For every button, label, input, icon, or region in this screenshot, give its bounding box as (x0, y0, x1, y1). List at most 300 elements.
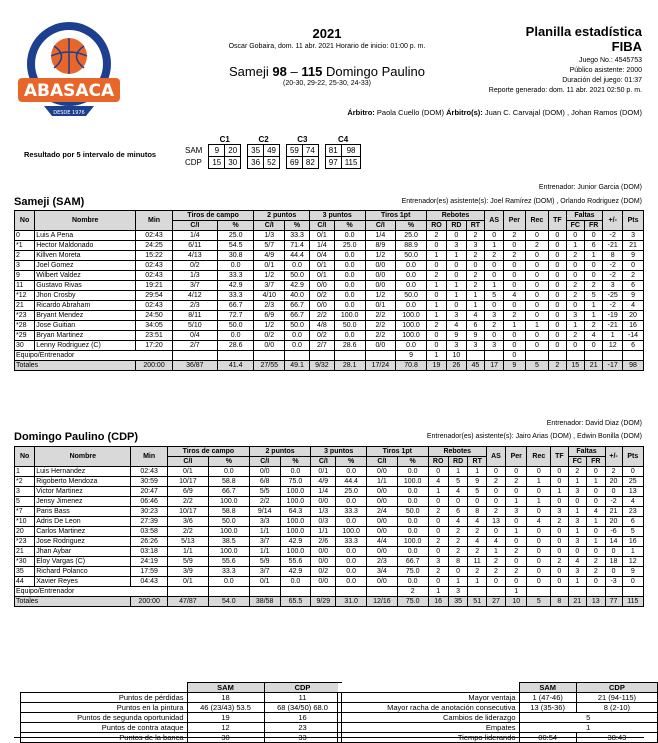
summary-header-row (338, 683, 658, 693)
totals-stat: 75.0 (397, 597, 428, 607)
player-stat: 0 (587, 497, 606, 507)
player-stat: 6/8 (249, 477, 280, 487)
player-number: 20 (15, 527, 35, 537)
player-stat: 0 (584, 231, 602, 241)
player-stat: 0 (551, 527, 568, 537)
referees-label: Árbitro(s): (446, 108, 483, 117)
player-stat: 3 (566, 311, 584, 321)
column-header-reb: Rebotes (428, 447, 486, 457)
team-row-stat (311, 587, 336, 597)
player-name: Jose Guitian (35, 321, 136, 331)
player-stat: 3/9 (167, 567, 208, 577)
player-stat: 2 (506, 547, 527, 557)
summary-value: 18 (187, 693, 264, 703)
player-stat: 0/0 (254, 341, 285, 351)
player-stat: 3/6 (167, 517, 208, 527)
player-name: Richard Polanco (35, 567, 131, 577)
player-stat: 0 (504, 241, 525, 251)
player-stat: 19:21 (136, 281, 173, 291)
player-stat: -3 (605, 577, 622, 587)
player-stat: 0 (551, 497, 568, 507)
totals-stat: 12/16 (367, 597, 398, 607)
report-generated: Reporte generado: dom. 11 abr. 2021 02:50 p. m. (488, 87, 642, 94)
summary-value: 23 (264, 723, 341, 733)
column-header-pts: Pts (622, 447, 643, 467)
player-stat: 2 (486, 477, 505, 487)
player-stat: 2 (466, 281, 484, 291)
column-subheader-pct: % (396, 221, 427, 231)
player-stat: 9 (622, 567, 643, 577)
column-header-p3: 3 puntos (311, 447, 367, 457)
player-name: Ricardo Abraham (35, 301, 136, 311)
player-name: Jhan Aybar (35, 547, 131, 557)
player-stat: 0 (486, 497, 505, 507)
player-stat: 3 (447, 241, 467, 251)
player-stat: 100.0 (397, 537, 428, 547)
player-number: *23 (15, 537, 35, 547)
player-stat: 3 (466, 241, 484, 251)
header-row (15, 447, 644, 457)
player-stat: 0 (566, 271, 584, 281)
player-stat: 5 (622, 527, 643, 537)
player-stat: 0 (587, 467, 606, 477)
totals-stat: 5 (525, 361, 549, 371)
player-stat: 0 (504, 331, 525, 341)
player-stat: 100.0 (336, 527, 367, 537)
summary-label: Puntos de contra ataque (21, 723, 188, 733)
player-stat: 2 (485, 321, 504, 331)
player-stat: 0 (527, 567, 551, 577)
player-stat: 0 (527, 487, 551, 497)
logo-sub: DESDE 1976 (53, 110, 85, 116)
player-stat: 1 (584, 251, 602, 261)
player-stat: 1/2 (254, 321, 285, 331)
player-stat: 3 (466, 341, 484, 351)
column-subheader-ci: C/I (254, 221, 285, 231)
column-subheader-fc: FC (566, 221, 584, 231)
totals-stat: 15 (566, 361, 584, 371)
player-stat: 10/17 (167, 477, 208, 487)
team-row-stat (365, 351, 396, 361)
season-year: 2021 (312, 26, 342, 41)
player-stat: -14 (623, 331, 644, 341)
column-header-fouls: Faltas (566, 211, 603, 221)
team-row-stat (587, 587, 606, 597)
column-header-name: Nombre (35, 211, 136, 231)
player-stat: 4/9 (311, 477, 336, 487)
player-stat: 0.0 (285, 261, 310, 271)
player-stat: 0 (551, 537, 568, 547)
player-stat: 0/1 (249, 577, 280, 587)
player-name: Luis A Pena (35, 231, 136, 241)
player-stat: 55.6 (280, 557, 311, 567)
player-stat: 42.9 (280, 537, 311, 547)
totals-stat: 10 (506, 597, 527, 607)
player-stat: 8 (603, 251, 623, 261)
player-stat: 66.7 (217, 301, 254, 311)
player-stat: 64.3 (280, 507, 311, 517)
totals-stat: 13 (587, 597, 606, 607)
player-stat: 0 (549, 341, 566, 351)
player-row (15, 487, 644, 497)
totals-stat: 47/87 (167, 597, 208, 607)
column-subheader-fc: FC (568, 457, 587, 467)
player-stat: 1/3 (254, 231, 285, 241)
away-score: 115 (301, 64, 323, 79)
player-stat: 6 (584, 241, 602, 251)
summary-value: 30 (187, 733, 264, 743)
player-stat: 2/6 (311, 537, 336, 547)
totals-stat: 200:00 (131, 597, 168, 607)
summary-header (338, 683, 520, 693)
player-stat: 100.0 (208, 547, 249, 557)
final-score (212, 64, 442, 79)
player-stat: 3/7 (249, 567, 280, 577)
player-stat: 0.0 (334, 301, 365, 311)
player-stat: 0.0 (336, 467, 367, 477)
player-stat: 0 (525, 301, 549, 311)
player-stat: 0/0 (365, 281, 396, 291)
column-subheader-ci: C/I (249, 457, 280, 467)
player-stat: 0/1 (254, 261, 285, 271)
player-name: Jensy Jimenez (35, 497, 131, 507)
player-stat: 1 (568, 577, 587, 587)
player-stat: 30:23 (131, 507, 168, 517)
column-subheader-rt: RT (468, 457, 487, 467)
player-stat: 4 (466, 311, 484, 321)
summary-header-row (21, 683, 342, 693)
player-stat: 0/0 (311, 547, 336, 557)
column-subheader-pct: % (208, 457, 249, 467)
player-stat: 0 (506, 577, 527, 587)
player-stat: 0.0 (334, 331, 365, 341)
player-stat: 55.6 (208, 557, 249, 567)
player-stat: 2/3 (367, 557, 398, 567)
interval-header: C3 (297, 134, 308, 144)
player-stat: 2 (506, 567, 527, 577)
player-stat: 0 (426, 341, 446, 351)
player-name: Carlos Martinez (35, 527, 131, 537)
player-stat: 6/9 (167, 487, 208, 497)
summary-label: Mayor racha de anotación consecutiva (338, 703, 520, 713)
player-stat: 0 (605, 547, 622, 557)
totals-stat: 9/32 (309, 361, 334, 371)
player-stat: 1 (587, 517, 606, 527)
player-stat: 26:26 (131, 537, 168, 547)
player-stat: 4 (468, 517, 487, 527)
player-stat: 1 (551, 487, 568, 497)
totals-stat: 8 (551, 597, 568, 607)
player-stat: 0 (428, 547, 448, 557)
team-row-stat (167, 587, 208, 597)
team2-stats-table (14, 446, 644, 607)
player-stat: 06:46 (131, 497, 168, 507)
player-stat: 0 (527, 467, 551, 477)
player-name: Bryan Martinez (35, 331, 136, 341)
player-stat: 0 (525, 231, 549, 241)
summary-row (338, 703, 658, 713)
player-stat: -19 (603, 311, 623, 321)
player-stat: 0 (527, 507, 551, 517)
player-stat: 1 (566, 321, 584, 331)
player-name: Eloy Vargas (C) (35, 557, 131, 567)
player-stat: 0 (504, 261, 525, 271)
player-row (15, 477, 644, 487)
totals-stat: 41.4 (217, 361, 254, 371)
player-stat: 0 (587, 547, 606, 557)
player-stat: 11 (468, 557, 487, 567)
summary-header: CDP (576, 683, 657, 693)
player-stat: 0 (485, 261, 504, 271)
player-stat: 58.8 (208, 477, 249, 487)
team-row-stat: 10 (447, 351, 467, 361)
player-stat: 1 (506, 527, 527, 537)
column-subheader-pct: % (280, 457, 311, 467)
team-row-stat: 2 (397, 587, 428, 597)
player-number: 5 (15, 497, 35, 507)
player-name: Joel Gomez (35, 261, 136, 271)
player-stat: 72.7 (217, 311, 254, 321)
summary-value: 46 (23/43) 53.5 (187, 703, 264, 713)
player-stat: 50.0 (217, 321, 254, 331)
player-stat: 1/1 (311, 527, 336, 537)
totals-stat: 27 (486, 597, 505, 607)
team-row-stat (336, 587, 367, 597)
player-stat: 50.0 (334, 321, 365, 331)
player-stat: 88.9 (396, 241, 427, 251)
summary-row (21, 703, 342, 713)
player-stat: 9 (466, 331, 484, 341)
team1-coach: Entrenador: Junior Garcia (DOM) (538, 184, 642, 191)
summary-value: 1 (519, 723, 657, 733)
player-stat: 100.0 (280, 547, 311, 557)
column-header-ft: Tiros 1pt (365, 211, 426, 221)
player-stat: 0.0 (396, 281, 427, 291)
summary-label: Puntos de segunda oportunidad (21, 713, 188, 723)
summary-row (338, 713, 658, 723)
player-row (15, 251, 644, 261)
player-stat: 2 (504, 251, 525, 261)
player-stat: 25.0 (334, 241, 365, 251)
column-header-ft: Tiros 1pt (367, 447, 429, 457)
player-stat: 0 (566, 341, 584, 351)
totals-stat: 115 (622, 597, 643, 607)
player-stat: 66.7 (285, 311, 310, 321)
team2-coach: Entrenador: David Diaz (DOM) (546, 420, 642, 427)
player-stat: 2/3 (172, 301, 217, 311)
column-subheader-ci: C/I (367, 457, 398, 467)
player-stat: 2 (486, 557, 505, 567)
player-name: Killven Moreta (35, 251, 136, 261)
player-stat: 0 (549, 241, 566, 251)
player-stat: 0/0 (367, 577, 398, 587)
player-stat: 1/3 (172, 271, 217, 281)
player-stat: 0.0 (336, 567, 367, 577)
player-stat: 0.0 (280, 577, 311, 587)
team-row-stat (605, 587, 622, 597)
player-stat: 0/0 (367, 487, 398, 497)
player-stat: 0 (426, 291, 446, 301)
totals-stat: -17 (603, 361, 623, 371)
player-stat: 33.3 (217, 271, 254, 281)
player-stat: 0.0 (397, 577, 428, 587)
player-stat: 5/9 (249, 557, 280, 567)
player-stat: 4/8 (309, 321, 334, 331)
player-stat: 2 (468, 547, 487, 557)
team-row-stat (622, 587, 643, 597)
player-stat: 3 (623, 231, 644, 241)
player-stat: 2/2 (365, 321, 396, 331)
team-row-stat (549, 351, 566, 361)
player-stat: 24:19 (131, 557, 168, 567)
player-stat: 0 (447, 261, 467, 271)
player-stat: 2/2 (365, 311, 396, 321)
player-stat: 0 (506, 537, 527, 547)
player-stat: 2 (525, 241, 549, 251)
player-stat: 5 (448, 477, 468, 487)
interval-row: CDP 15 30 36 52 69 82 97 115 (182, 157, 361, 169)
player-name: Paris Bass (35, 507, 131, 517)
player-stat: 50.0 (285, 271, 310, 281)
team1-stats-table (14, 210, 644, 371)
player-stat: 100.0 (334, 311, 365, 321)
player-stat: -21 (603, 321, 623, 331)
player-row (15, 331, 644, 341)
summary-value: 8 (2-10) (576, 703, 657, 713)
team-row-stat (584, 351, 602, 361)
player-name: Xavier Reyes (35, 577, 131, 587)
player-stat: 1 (504, 321, 525, 331)
player-stat: 3/7 (254, 281, 285, 291)
summary-row (338, 693, 658, 703)
summary-header: CDP (264, 683, 341, 693)
player-stat: 4 (486, 537, 505, 547)
player-stat: 1/4 (172, 231, 217, 241)
player-stat: 0.0 (334, 261, 365, 271)
player-stat: 2/2 (249, 497, 280, 507)
player-stat: 1/2 (365, 251, 396, 261)
player-stat: 0 (485, 331, 504, 341)
player-row (15, 241, 644, 251)
totals-stat: 21 (584, 361, 602, 371)
player-row (15, 321, 644, 331)
player-stat: 100.0 (396, 321, 427, 331)
column-subheader-rd: RD (448, 457, 468, 467)
player-stat: 0 (549, 251, 566, 261)
totals-stat: 28.1 (334, 361, 365, 371)
player-row (15, 271, 644, 281)
player-number: 11 (15, 281, 35, 291)
player-stat: 4/12 (172, 291, 217, 301)
home-score: 98 (272, 64, 287, 79)
summary-row (21, 723, 342, 733)
team-row-stat (525, 351, 549, 361)
player-name: Jhon Crosby (35, 291, 136, 301)
player-stat: 0 (551, 567, 568, 577)
player-stat: 1 (468, 467, 487, 477)
player-stat: 2 (584, 321, 602, 331)
player-stat: 1 (426, 301, 446, 311)
player-stat: 0 (568, 497, 587, 507)
player-stat: 30:59 (131, 477, 168, 487)
player-stat: 2/3 (254, 301, 285, 311)
player-stat: 71.4 (285, 241, 310, 251)
player-stat: 0/0 (311, 497, 336, 507)
player-stat: 0 (504, 301, 525, 311)
player-stat: 0 (566, 261, 584, 271)
player-stat: 1/4 (311, 487, 336, 497)
totals-stat: 51 (468, 597, 487, 607)
player-number: 1 (15, 467, 35, 477)
player-number: *1 (15, 241, 35, 251)
column-header-pm: +/- (603, 211, 623, 231)
player-stat: 66.7 (208, 487, 249, 497)
player-stat: -6 (605, 527, 622, 537)
column-header-tf: TF (549, 211, 566, 231)
player-stat: 0 (506, 517, 527, 527)
player-stat: 0/4 (172, 331, 217, 341)
player-stat: 1 (485, 281, 504, 291)
player-stat: 2 (568, 467, 587, 477)
player-stat: 50.0 (396, 291, 427, 301)
team-row-stat (367, 587, 398, 597)
player-stat: 1 (568, 507, 587, 517)
player-stat: 0 (525, 261, 549, 271)
player-stat: 6 (448, 507, 468, 517)
player-number: *12 (15, 291, 35, 301)
player-stat: 0/0 (311, 557, 336, 567)
player-stat: 100.0 (208, 527, 249, 537)
summary-value: 5 (519, 713, 657, 723)
player-stat: 2 (426, 231, 446, 241)
player-stat: 0 (622, 577, 643, 587)
player-stat: 1 (447, 291, 467, 301)
player-stat: 9 (623, 291, 644, 301)
player-stat: 4 (504, 291, 525, 301)
column-subheader-pct: % (285, 221, 310, 231)
team-row-stat (280, 587, 311, 597)
player-stat: 0.0 (334, 291, 365, 301)
player-stat: 15:22 (136, 251, 173, 261)
player-row (15, 301, 644, 311)
team-row-stat (468, 587, 487, 597)
player-name: Wilbert Valdez (35, 271, 136, 281)
player-name: Adris De Leon (35, 517, 131, 527)
player-stat: 1 (466, 291, 484, 301)
player-stat: 44.4 (336, 477, 367, 487)
player-stat: 3 (506, 507, 527, 517)
player-stat: 0.0 (334, 231, 365, 241)
player-row (15, 577, 644, 587)
player-stat: 23:51 (136, 331, 173, 341)
totals-row (15, 597, 644, 607)
player-stat: 42.9 (280, 567, 311, 577)
column-header-fg: Tiros de campo (167, 447, 249, 457)
player-name: Lenny Rodriguez (C) (35, 341, 136, 351)
totals-stat: 31.0 (336, 597, 367, 607)
player-stat: 2/2 (167, 497, 208, 507)
player-stat: 17:59 (131, 567, 168, 577)
player-stat: 4 (568, 557, 587, 567)
player-stat: 0 (525, 341, 549, 351)
team-row-stat: 1 (428, 587, 448, 597)
player-stat: 0 (549, 291, 566, 301)
interval-table (182, 134, 361, 169)
player-number: *30 (15, 557, 35, 567)
player-stat: 0 (549, 281, 566, 291)
player-stat: 6 (623, 281, 644, 291)
player-stat: 2 (468, 527, 487, 537)
